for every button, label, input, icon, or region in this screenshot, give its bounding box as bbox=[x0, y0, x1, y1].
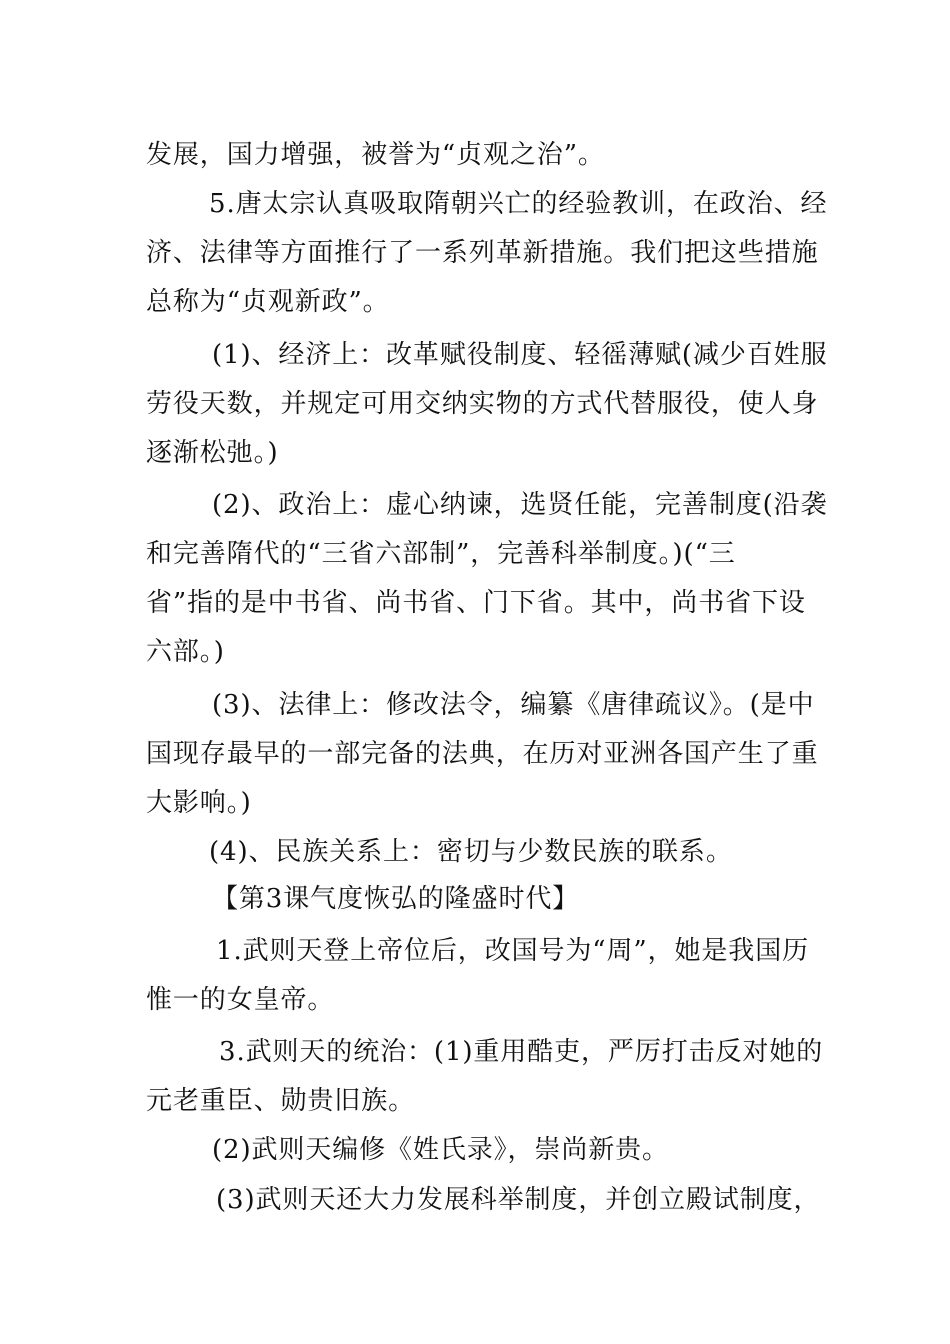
text-line: 劳役天数，并规定可用交纳实物的方式代替服役，使人身 bbox=[146, 389, 819, 419]
text-line: (2)武则天编修《姓氏录》，崇尚新贵。 bbox=[212, 1135, 669, 1165]
text-line: 大影响。) bbox=[146, 788, 252, 818]
text-line: 济、法律等方面推行了一系列革新措施。我们把这些措施 bbox=[146, 238, 819, 268]
text-line: 六部。) bbox=[146, 637, 225, 667]
text-line: 元老重臣、勋贵旧族。 bbox=[146, 1086, 416, 1116]
text-line: 国现存最早的一部完备的法典，在历对亚洲各国产生了重 bbox=[146, 739, 819, 769]
text-line: (1)、经济上：改革赋役制度、轻徭薄赋(减少百姓服 bbox=[212, 340, 828, 370]
text-line: 1.武则天登上帝位后，改国号为“周”，她是我国历 bbox=[216, 936, 809, 966]
section-heading: 【第3课气度恢弘的隆盛时代】 bbox=[212, 884, 580, 914]
text-line: 惟一的女皇帝。 bbox=[146, 985, 335, 1015]
text-line: 3.武则天的统治：(1)重用酷吏，严厉打击反对她的 bbox=[219, 1037, 824, 1067]
text-line: 5.唐太宗认真吸取隋朝兴亡的经验教训，在政治、经 bbox=[209, 189, 828, 219]
text-line: 总称为“贞观新政”。 bbox=[146, 287, 390, 317]
text-line: (2)、政治上：虚心纳谏，选贤任能，完善制度(沿袭 bbox=[212, 490, 828, 520]
text-line: 逐渐松弛。) bbox=[146, 438, 279, 468]
text-line: (3)武则天还大力发展科举制度，并创立殿试制度， bbox=[216, 1185, 821, 1215]
text-line: (3)、法律上：修改法令，编纂《唐律疏议》。(是中 bbox=[212, 690, 815, 720]
text-line: (4)、民族关系上：密切与少数民族的联系。 bbox=[209, 837, 733, 867]
text-line: 和完善隋代的“三省六部制”，完善科举制度。)(“三 bbox=[146, 539, 736, 569]
text-line: 省”指的是中书省、尚书省、门下省。其中，尚书省下设 bbox=[146, 588, 806, 618]
text-line: 发展，国力增强，被誉为“贞观之治”。 bbox=[146, 140, 605, 170]
